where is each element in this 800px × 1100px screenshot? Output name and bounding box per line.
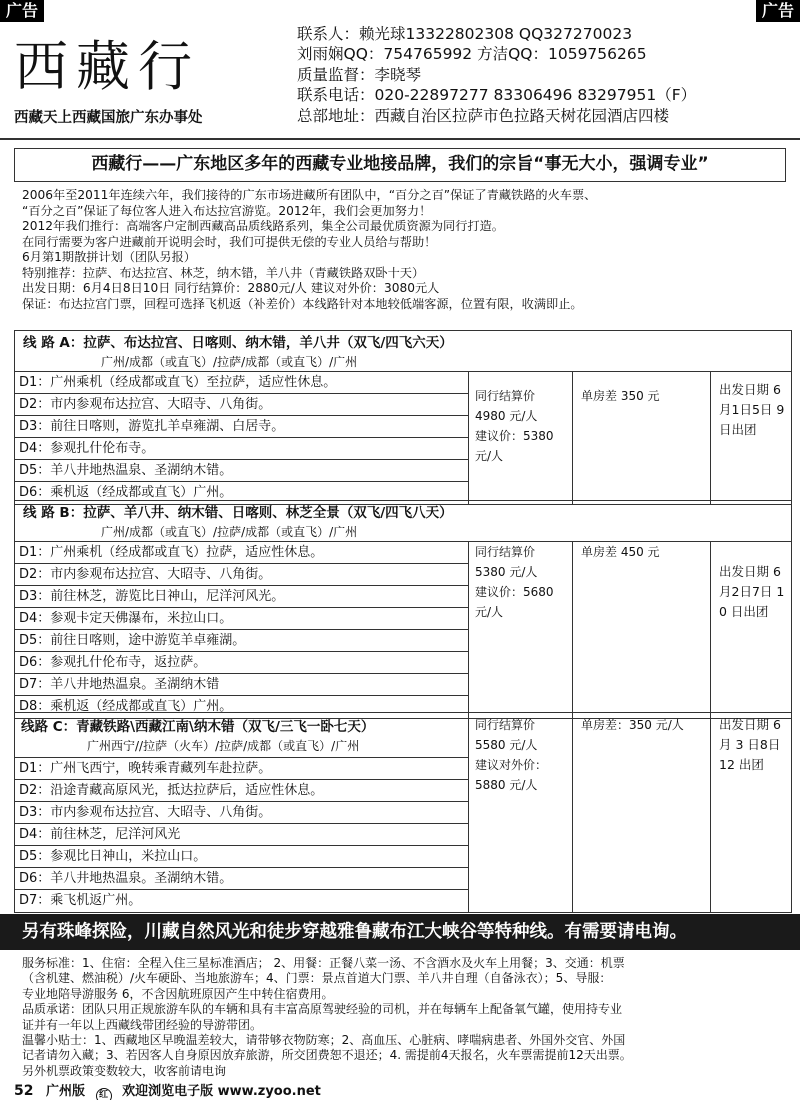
note-line: （含机建、燃油税）/火车硬卧、当地旅游车；4、门票：景点首道大门票、羊八井自理（自备泳衣）；5、导服： [22,971,612,986]
itinerary-day: D4：前往林芝，尼洋河风光 [15,824,468,846]
itinerary-day: D3：前往日喀则，游览扎羊卓雍湖、白居寺。 [15,416,468,438]
special-routes-banner: 另有珠峰探险，川藏自然风光和徒步穿越雅鲁藏布江大峡谷等特种线。有需要请电询。 [0,914,800,950]
itinerary-day: D2：沿途青藏高原风光，抵达拉萨后，适应性休息。 [15,780,468,802]
route-b-room: 单房差 450 元 [573,542,711,718]
route-c-subtitle: 广州西宁//拉萨（火车）/拉萨/成都（或直飞）/广州 [87,739,360,753]
route-c-date: 出发日期 6 月 3 日8日12 出团 [719,717,781,772]
intro-line: 出发日期：6月4日8日10日 同行结算价：2880元/人 建议对外价：3080元人 [22,281,440,295]
route-b-table [14,500,792,719]
route-b-subtitle: 广州/成都（或直飞）/拉萨/成都（或直飞）/广州 [101,525,358,539]
price-line: 元/人 [475,605,504,619]
itinerary-day: D2：市内参观布达拉宫、大昭寺、八角街。 [15,394,468,416]
contact-line: 质量监督：李晓琴 [297,65,422,84]
route-b-title: 线 路 B：拉萨、羊八井、纳木错、日喀则、林芝全景（双飞/四飞八天） [23,505,453,521]
route-b-days [15,542,469,718]
route-c-title: 线路 C：青藏铁路\西藏江南\纳木错（双飞/三飞一卧七天） [21,719,375,735]
itinerary-day: D3：前往林芝，游览比日神山，尼洋河风光。 [15,586,468,608]
logo: 西藏行 [14,35,200,98]
page-number: 52 [14,1083,34,1099]
intro-line: “百分之百”保证了每位客人进入布达拉宫游览。2012年，我们会更加努力！ [22,203,432,218]
header-divider [0,138,800,140]
route-a-subtitle: 广州/成都（或直飞）/拉萨/成都（或直飞）/广州 [101,355,358,369]
route-a-date: 出发日期 6月1日5日 9 日出团 [719,382,785,437]
route-c-table [14,712,792,913]
price-line: 同行结算价 [475,718,536,732]
price-line: 5380 元/人 [475,565,538,579]
itinerary-day: D8：乘机返（经成都或直飞）广州。 [19,699,233,714]
price-line: 4980 元/人 [475,409,538,423]
note-line: 服务标准：1、住宿：全程入住三星标准酒店； 2、用餐：正餐八菜一汤、不含酒水及火车上用餐；3、交通：机票 [22,956,625,970]
contact-line: 总部地址：西藏自治区拉萨市色拉路天树花园酒店四楼 [297,106,670,125]
route-a-header [15,331,791,372]
note-line: 品质承诺：团队只用正规旅游车队的车辆和具有丰富高原驾驶经验的司机，并在每辆车上配备氧气罐，使用持专业 [22,1002,623,1017]
itinerary-day: D4：参观卡定天佛瀑布，米拉山口。 [15,608,468,630]
price-line: 5580 元/人 [475,738,538,752]
itinerary-day: D5：前往日喀则，途中游览羊卓雍湖。 [15,630,468,652]
note-line: 记者请勿入藏；3、若因客人自身原因放弃旅游，所交团费恕不退还；4. 需提前4天报名，火车票需提前12天出票。 [22,1048,632,1063]
page-footer [14,1080,321,1100]
itinerary-day: D6：乘机返（经成都或直飞）广州。 [19,485,233,500]
route-b-header [15,501,791,542]
note-line: 温馨小贴士：1、西藏地区早晚温差较大，请带够衣物防寒；2、高血压、心脏病、哮喘病患者、外国外交官、外国 [22,1033,626,1048]
route-a-room: 单房差 350 元 [573,372,711,504]
ad-tag-left: 广告 [0,0,44,22]
subtitle: 西藏天上西藏国旅广东办事处 [14,110,203,126]
itinerary-day: D2：市内参观布达拉宫、大昭寺、八角街。 [15,564,468,586]
itinerary-day: D7：羊八井地热温泉。圣湖纳木错 [15,674,468,696]
intro-line: 2006年至2011年连续六年，我们接待的广东市场进藏所有团队中，“百分之百”保证了青藏铁路的火车票、 [22,188,597,202]
service-notes [22,956,792,1079]
price-line: 建议价：5380 [475,429,554,443]
footer-link[interactable]: 欢迎浏览电子版 www.zyoo.net [122,1084,321,1099]
itinerary-day: D5：参观比日神山，米拉山口。 [15,846,468,868]
contact-line: 联系人：赖光球13322802308 QQ327270023 [297,25,633,43]
itinerary-day: D7：乘飞机返广州。 [19,893,142,908]
brand-badge-icon: 红 [96,1088,112,1100]
edition-label: 广州版 [46,1084,86,1099]
intro-line: 2012年我们推行：高端客户定制西藏高品质线路系列，集全公司最优质资源为同行打造。 [22,219,504,233]
itinerary-day: D4：参观扎什伦布寺。 [15,438,468,460]
route-a-title: 线 路 A：拉萨、布达拉宫、日喀则、纳木错，羊八井（双飞/四飞六天） [23,335,453,351]
itinerary-day: D1：广州乘机（经成都或直飞）拉萨，适应性休息。 [15,542,468,564]
itinerary-day: D1：广州乘机（经成都或直飞）至拉萨，适应性休息。 [15,372,468,394]
note-line: 证并有一年以上西藏线带团经验的导游带团。 [22,1017,263,1032]
price-line: 5880 元/人 [475,778,538,792]
price-line: 建议价：5680 [475,585,554,599]
route-a-days [15,372,469,504]
note-line: 专业地陪导游服务 6，不含因航班原因产生中转住宿费用。 [22,986,334,1001]
intro-text [22,188,792,312]
contact-line: 联系电话：020-22897277 83306496 83297951（F） [297,86,697,105]
route-a-table [14,330,792,505]
itinerary-day: D3：市内参观布达拉宫、大昭寺、八角街。 [15,802,468,824]
price-line: 同行结算价 [475,545,536,559]
slogan-banner: 西藏行——广东地区多年的西藏专业地接品牌，我们的宗旨“事无大小，强调专业” [14,148,786,182]
contact-line: 刘雨娴QQ：754765992 方洁QQ：1059756265 [297,45,647,64]
note-line: 另外机票政策变数较大，收客前请电询 [22,1063,227,1078]
itinerary-day: D5：羊八井地热温泉、圣湖纳木错。 [15,460,468,482]
itinerary-day: D6：参观扎什伦布寺，返拉萨。 [15,652,468,674]
route-b-price [469,542,573,718]
intro-line: 保证：布达拉宫门票，回程可选择飞机返（补差价）本线路针对本地较低端客源，位置有限，收满即止。 [22,296,583,311]
route-c-price [469,713,573,912]
itinerary-day: D6：羊八井地热温泉。圣湖纳木错。 [15,868,468,890]
route-a-price [469,372,573,504]
price-line: 同行结算价 [475,389,536,403]
intro-line: 在同行需要为客户进藏前开说明会时，我们可提供无偿的专业人员给与帮助！ [22,234,437,249]
intro-line: 6月第1期散拼计划（团队另报） [22,250,196,264]
route-c-room: 单房差：350 元/人 [573,713,711,912]
route-c-days [15,713,469,912]
price-line: 元/人 [475,449,504,463]
route-b-date: 出发日期 6月2日7日 10 日出团 [719,564,785,619]
ad-tag-right: 广告 [756,0,800,22]
price-line: 建议对外价： [475,758,548,772]
itinerary-day: D1：广州飞西宁，晚转乘青藏列车赴拉萨。 [15,758,468,780]
intro-line: 特别推荐：拉萨、布达拉宫、林芝，纳木错，羊八井（青藏铁路双卧十天） [22,265,425,280]
route-c-header [15,713,468,758]
contact-info [297,24,797,126]
